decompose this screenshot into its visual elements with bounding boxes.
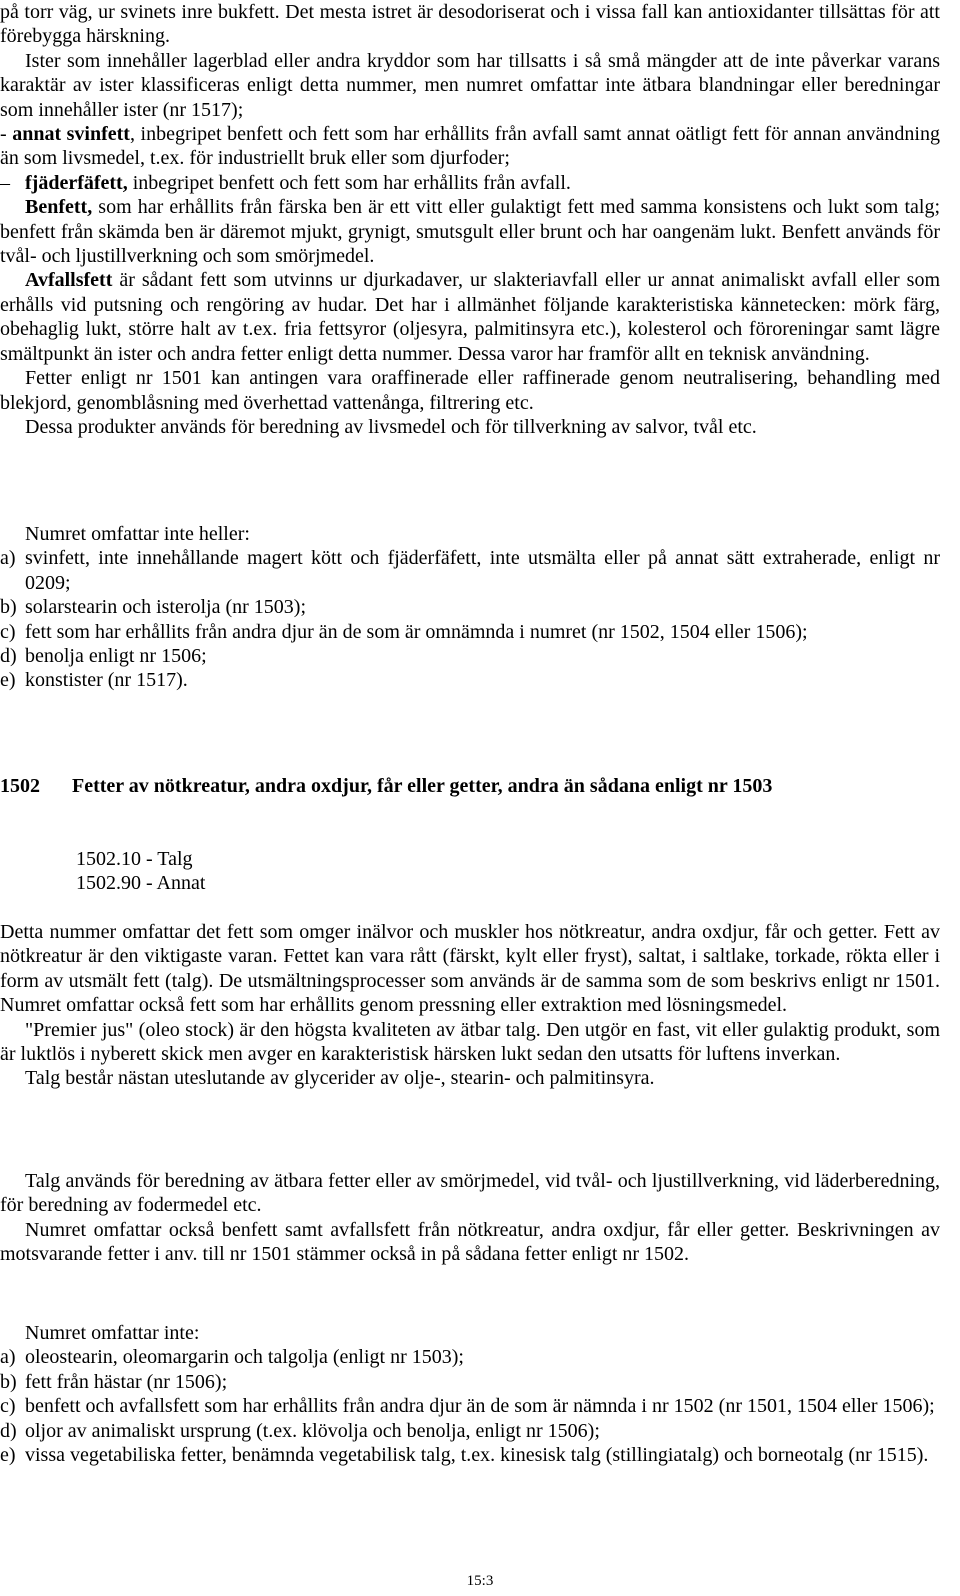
- exclusions-heading: Numret omfattar inte heller:: [25, 523, 250, 545]
- section-heading-1502: [0, 774, 940, 798]
- paragraph: Talg används för beredning av ätbara fetter eller av smörjmedel, vid tvål- och ljustillverkning, vid läderberedning, för beredning av fodermedel etc.: [0, 1170, 940, 1217]
- exclusions-heading: Numret omfattar inte:: [25, 1322, 200, 1344]
- list-marker: e): [0, 669, 16, 692]
- list-item: d) benolja enligt nr 1506;: [0, 645, 207, 668]
- paragraph: Detta nummer omfattar det fett som omger inälvor och muskler hos nötkreatur, andra oxdjur, får och getter. Fett av nötkreatur är den viktigaste varan. Fettet kan vara rått (färskt, kylt eller fryst), saltat, i saltlake, torkade, rökta eller i form av utsmält fett (talg). De utsmältningsprocesser som används är de samma som de som beskrivs enligt nr 1501. Numret omfattar också fett som har erhållits genom pressning eller extraktion med lösningsmedel.: [0, 921, 940, 1017]
- list-marker: c): [0, 1395, 16, 1418]
- section-number: 1502: [0, 775, 40, 797]
- list-item: b) solarstearin och isterolja (nr 1503);: [0, 596, 307, 619]
- list-marker: d): [0, 1419, 17, 1442]
- list-item: d) oljor av animaliskt ursprung (t.ex. klövolja och benolja, enligt nr 1506);: [0, 1419, 600, 1442]
- paragraph: Talg består nästan uteslutande av glycerider av olje-, stearin- och palmitinsyra.: [25, 1067, 655, 1090]
- list-item: b) fett från hästar (nr 1506);: [0, 1370, 228, 1393]
- exclusions-list-1501: [0, 522, 940, 693]
- list-marker: e): [0, 1444, 16, 1467]
- paragraph: Dessa produkter används för beredning av livsmedel och för tillverkning av salvor, tvål etc.: [25, 415, 757, 438]
- text-block-1502-cont: [0, 1169, 940, 1267]
- list-item: a) oleostearin, oleomargarin och talgolja (enligt nr 1503);: [0, 1346, 464, 1369]
- paragraph: Fetter enligt nr 1501 kan antingen vara oraffinerade eller raffinerade genom neutralisering, behandling med blekjord, genomblåsning med överhettad vattenånga, filtrering etc.: [0, 367, 940, 414]
- page-number: 15:3: [466, 1573, 494, 1589]
- text-block-1501: [0, 0, 940, 439]
- list-marker: –: [0, 171, 10, 194]
- paragraph: "Premier jus" (oleo stock) är den högsta kvaliteten av ätbar talg. Den utgör en fast, vit eller gulaktig produkt, som är luktlös i nyberett skick men avger en karakteristisk härsken lukt sedan den utsatts för luftens inverkan.: [0, 1018, 940, 1066]
- list-item: c) benfett och avfallsfett som har erhållits från andra djur än de som är nämnda i nr 1502 (nr 1501, 1504 eller 1506);: [0, 1395, 935, 1418]
- list-marker: a): [0, 1346, 16, 1369]
- list-item-fjaderfafett: – fjäderfäfett, inbegripet benfett och fett som har erhållits från avfall.: [0, 171, 571, 194]
- list-marker: d): [0, 645, 17, 668]
- text-block-1502: [0, 920, 940, 1091]
- term: annat svinfett: [12, 123, 130, 146]
- subheading: 1502.10 - Talg: [76, 848, 193, 870]
- paragraph: Ister som innehåller lagerblad eller andra kryddor som har tillsatts i så små mängder att de inte påverkar varans karaktär av ister klassificeras enligt detta nummer, men numret omfattar inte ätbara blandningar eller beredningar som innehåller ister (nr 1517);: [0, 49, 940, 121]
- paragraph-avfallsfett: Avfallsfett är sådant fett som utvinns ur djurkadaver, ur slakteriavfall eller ur annat animaliskt avfall eller som erhålls vid putsning och rengöring av hudar. Det har i allmänhet följande karakteristiska kännetecken: mörk färg, obehaglig lukt, större halt av t.ex. fria fettsyror (oljesyra, palmitinsyra etc.), kolesterol och föroreningar samt lägre smältpunkt än ister och andra fetter enligt detta nummer. Dessa varor har framför allt en teknisk användning.: [0, 269, 940, 365]
- term: Avfallsfett: [25, 269, 113, 292]
- paragraph-benfett: Benfett, som har erhållits från färska ben är ett vitt eller gulaktigt fett med samma konsistens och lukt som talg; benfett från skämda ben är däremot mjukt, grynigt, smutsgult eller brunt och har oangenäm lukt. Benfett används för tvål- och ljustillverkning och som smörjmedel.: [0, 196, 940, 268]
- list-item-svinfett: - annat svinfett, inbegripet benfett och fett som har erhållits från avfall samt annat oätligt fett för annan användning än som livsmedel, t.ex. för industriellt bruk eller som djurfoder;: [0, 123, 940, 170]
- exclusions-list-1502: [0, 1321, 940, 1467]
- section-title: Fetter av nötkreatur, andra oxdjur, får eller getter, andra än sådana enligt nr 1503: [72, 775, 773, 797]
- paragraph: Numret omfattar också benfett samt avfallsfett från nötkreatur, andra oxdjur, får eller getter. Beskrivningen av motsvarande fetter i anv. till nr 1501 stämmer också in på sådana fetter enligt nr 1502.: [0, 1218, 940, 1266]
- paragraph: på torr väg, ur svinets inre bukfett. Det mesta istret är desodoriserat och i vissa fall kan antioxidanter tillsättas för att förebygga härskning.: [0, 1, 940, 48]
- list-item: e) vissa vegetabiliska fetter, benämnda vegetabilisk talg, t.ex. kinesisk talg (stillingiatalg) och borneotalg (nr 1515).: [0, 1444, 929, 1467]
- list-marker: b): [0, 596, 17, 619]
- subheading: 1502.90 - Annat: [76, 872, 206, 895]
- list-item: c) fett som har erhållits från andra djur än de som är omnämnda i numret (nr 1502, 1504 eller 1506);: [0, 620, 808, 643]
- term: Benfett,: [25, 196, 93, 219]
- subheadings: [0, 847, 940, 896]
- list-item: a) svinfett, inte innehållande magert kött och fjäderfäfett, inte utsmälta eller på annat sätt extraherade, enligt nr 0209;: [0, 547, 940, 594]
- term: fjäderfäfett,: [25, 171, 128, 194]
- list-item: e) konstister (nr 1517).: [0, 669, 188, 692]
- list-marker: b): [0, 1370, 17, 1393]
- list-marker: c): [0, 620, 16, 643]
- list-marker: a): [0, 547, 16, 570]
